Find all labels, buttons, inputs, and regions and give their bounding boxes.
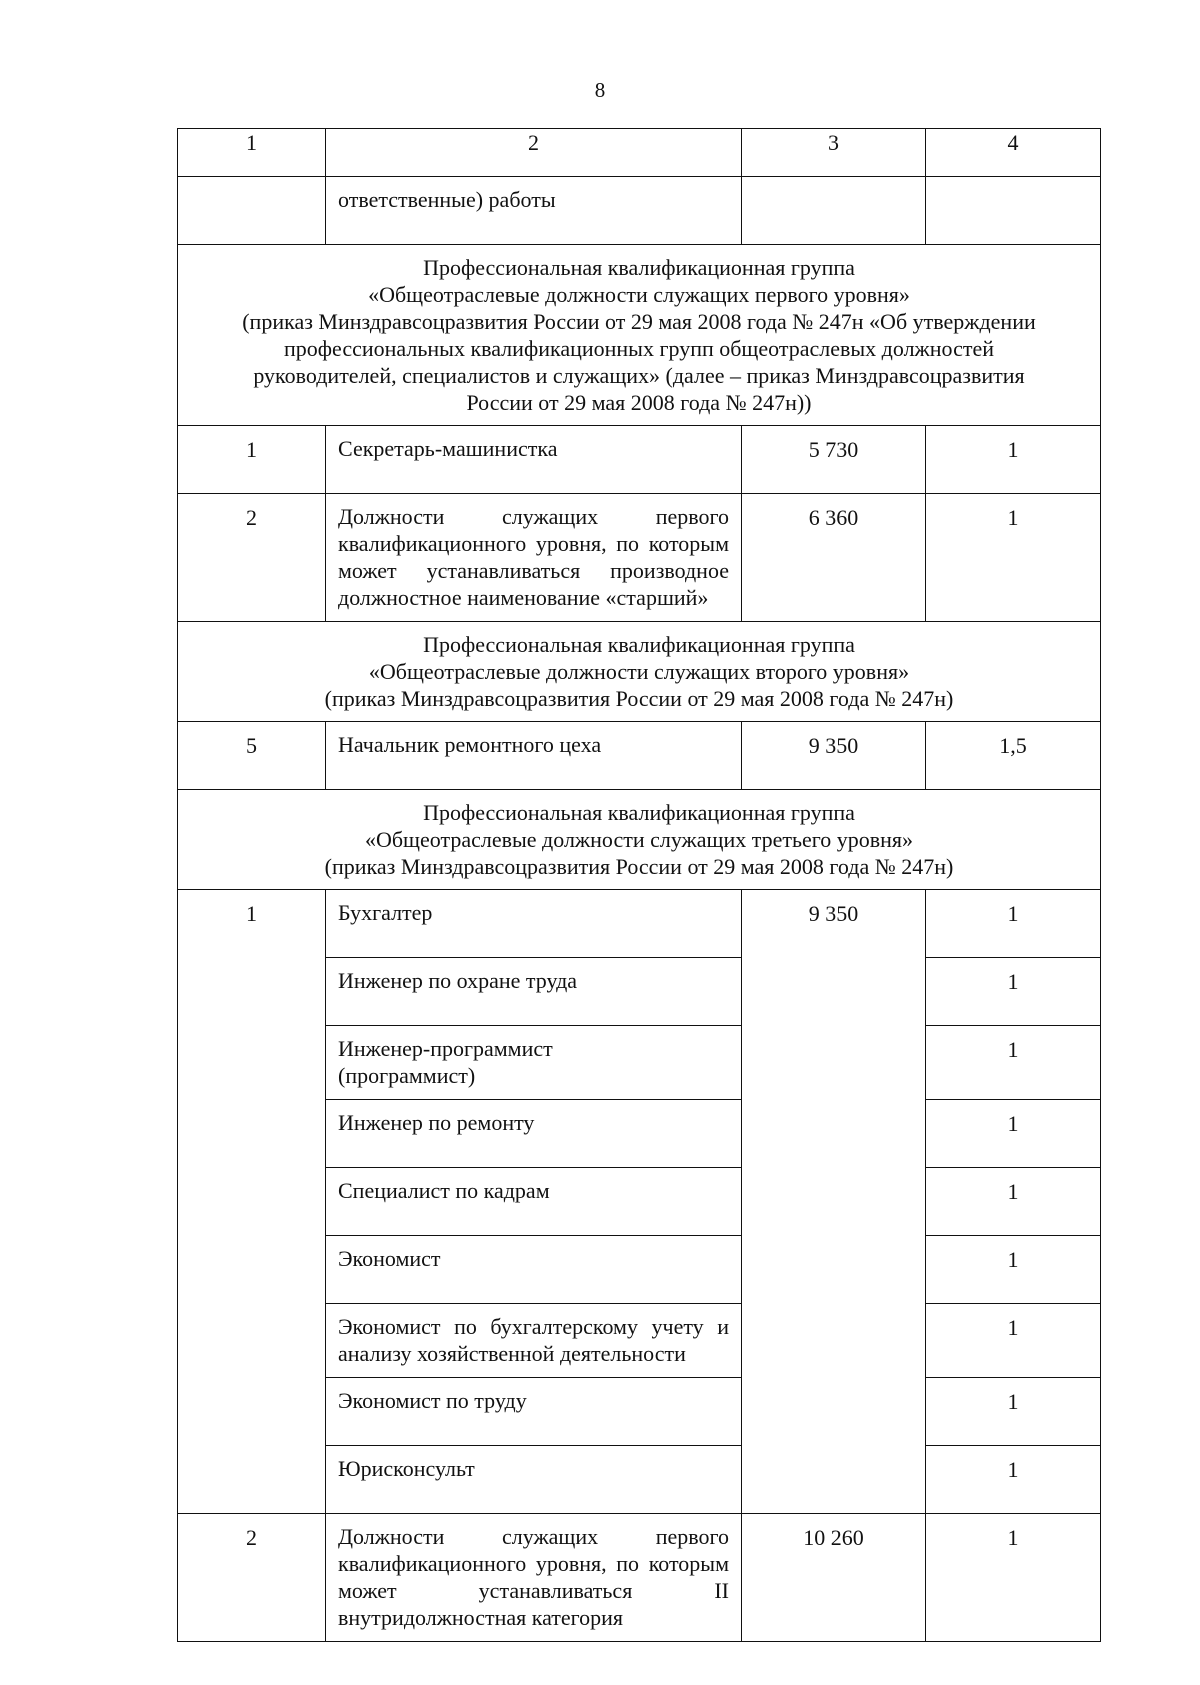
coefficient-cell: 1 (926, 1026, 1101, 1100)
salary-cell: 9 350 (742, 890, 926, 1514)
group-heading-row (178, 790, 1101, 890)
group-heading-row (178, 245, 1101, 426)
group-heading-line: Профессиональная квалификационная группа (423, 255, 855, 280)
salary-table (177, 128, 1101, 1642)
coefficient-cell: 1 (926, 1514, 1101, 1642)
group-heading-line: (приказ Минздравсоцразвития России от 29 мая 2008 года № 247н) (324, 686, 954, 711)
group-heading (178, 790, 1101, 890)
group-heading-line: «Общеотраслевые должности служащих второго уровня» (368, 659, 910, 684)
group-heading-line: Профессиональная квалификационная группа (423, 632, 855, 657)
position-cell: Юрисконсульт (326, 1446, 742, 1514)
level-cell: 1 (178, 426, 326, 494)
group-heading (178, 622, 1101, 722)
coefficient-cell (926, 177, 1101, 245)
position-cell: Специалист по кадрам (326, 1168, 742, 1236)
header-col-2: 2 (326, 129, 742, 177)
position-cell: Секретарь-машинистка (326, 426, 742, 494)
table-row (178, 722, 1101, 790)
salary-cell: 6 360 (742, 494, 926, 622)
page-number: 8 (594, 78, 606, 102)
position-cell: Экономист по бухгалтерскому учету и анализу хозяйственной деятельности (326, 1304, 742, 1378)
table-row (178, 494, 1101, 622)
position-cell: ответственные) работы (326, 177, 742, 245)
table-row (178, 890, 1101, 958)
group-heading-line: Профессиональная квалификационная группа (423, 800, 855, 825)
salary-cell: 5 730 (742, 426, 926, 494)
level-cell: 2 (178, 1514, 326, 1642)
group-heading-line: «Общеотраслевые должности служащих первого уровня» (368, 282, 910, 307)
position-cell: Экономист по труду (326, 1378, 742, 1446)
header-col-3: 3 (742, 129, 926, 177)
position-cell: Бухгалтер (326, 890, 742, 958)
group-heading-line: профессиональных квалификационных групп общеотраслевых должностей (284, 336, 994, 361)
coefficient-cell: 1,5 (926, 722, 1101, 790)
table-header-row (178, 129, 1101, 177)
table-row (178, 177, 1101, 245)
level-cell: 5 (178, 722, 326, 790)
position-cell: Экономист (326, 1236, 742, 1304)
group-heading-line: России от 29 мая 2008 года № 247н)) (466, 390, 812, 415)
coefficient-cell: 1 (926, 1304, 1101, 1378)
position-cell: Должности служащих первого квалификационного уровня, по которым может устанавливаться II внутридолжностная категория (326, 1514, 742, 1642)
coefficient-cell: 1 (926, 1378, 1101, 1446)
group-heading-line: (приказ Минздравсоцразвития России от 29 мая 2008 года № 247н «Об утверждении (242, 309, 1036, 334)
table-row (178, 1514, 1101, 1642)
position-cell: Инженер по охране труда (326, 958, 742, 1026)
coefficient-cell: 1 (926, 426, 1101, 494)
coefficient-cell: 1 (926, 1236, 1101, 1304)
coefficient-cell: 1 (926, 1100, 1101, 1168)
coefficient-cell: 1 (926, 1168, 1101, 1236)
header-col-4: 4 (926, 129, 1101, 177)
group-heading (178, 245, 1101, 426)
coefficient-cell: 1 (926, 890, 1101, 958)
salary-cell: 9 350 (742, 722, 926, 790)
header-col-1: 1 (178, 129, 326, 177)
group-heading-line: «Общеотраслевые должности служащих третьего уровня» (364, 827, 914, 852)
group-heading-line: руководителей, специалистов и служащих» (далее – приказ Минздравсоцразвития (253, 363, 1025, 388)
position-cell: Инженер по ремонту (326, 1100, 742, 1168)
position-cell: Начальник ремонтного цеха (326, 722, 742, 790)
group-heading-line: (приказ Минздравсоцразвития России от 29 мая 2008 года № 247н) (324, 854, 954, 879)
coefficient-cell: 1 (926, 494, 1101, 622)
table-row (178, 426, 1101, 494)
coefficient-cell: 1 (926, 958, 1101, 1026)
salary-cell: 10 260 (742, 1514, 926, 1642)
level-cell: 1 (178, 890, 326, 1514)
group-heading-row (178, 622, 1101, 722)
position-cell: Должности служащих первого квалификационного уровня, по которым может устанавливаться производное должностное наименование «старший» (326, 494, 742, 622)
salary-cell (742, 177, 926, 245)
level-cell (178, 177, 326, 245)
position-cell: Инженер-программист (программист) (326, 1026, 742, 1100)
coefficient-cell: 1 (926, 1446, 1101, 1514)
level-cell: 2 (178, 494, 326, 622)
